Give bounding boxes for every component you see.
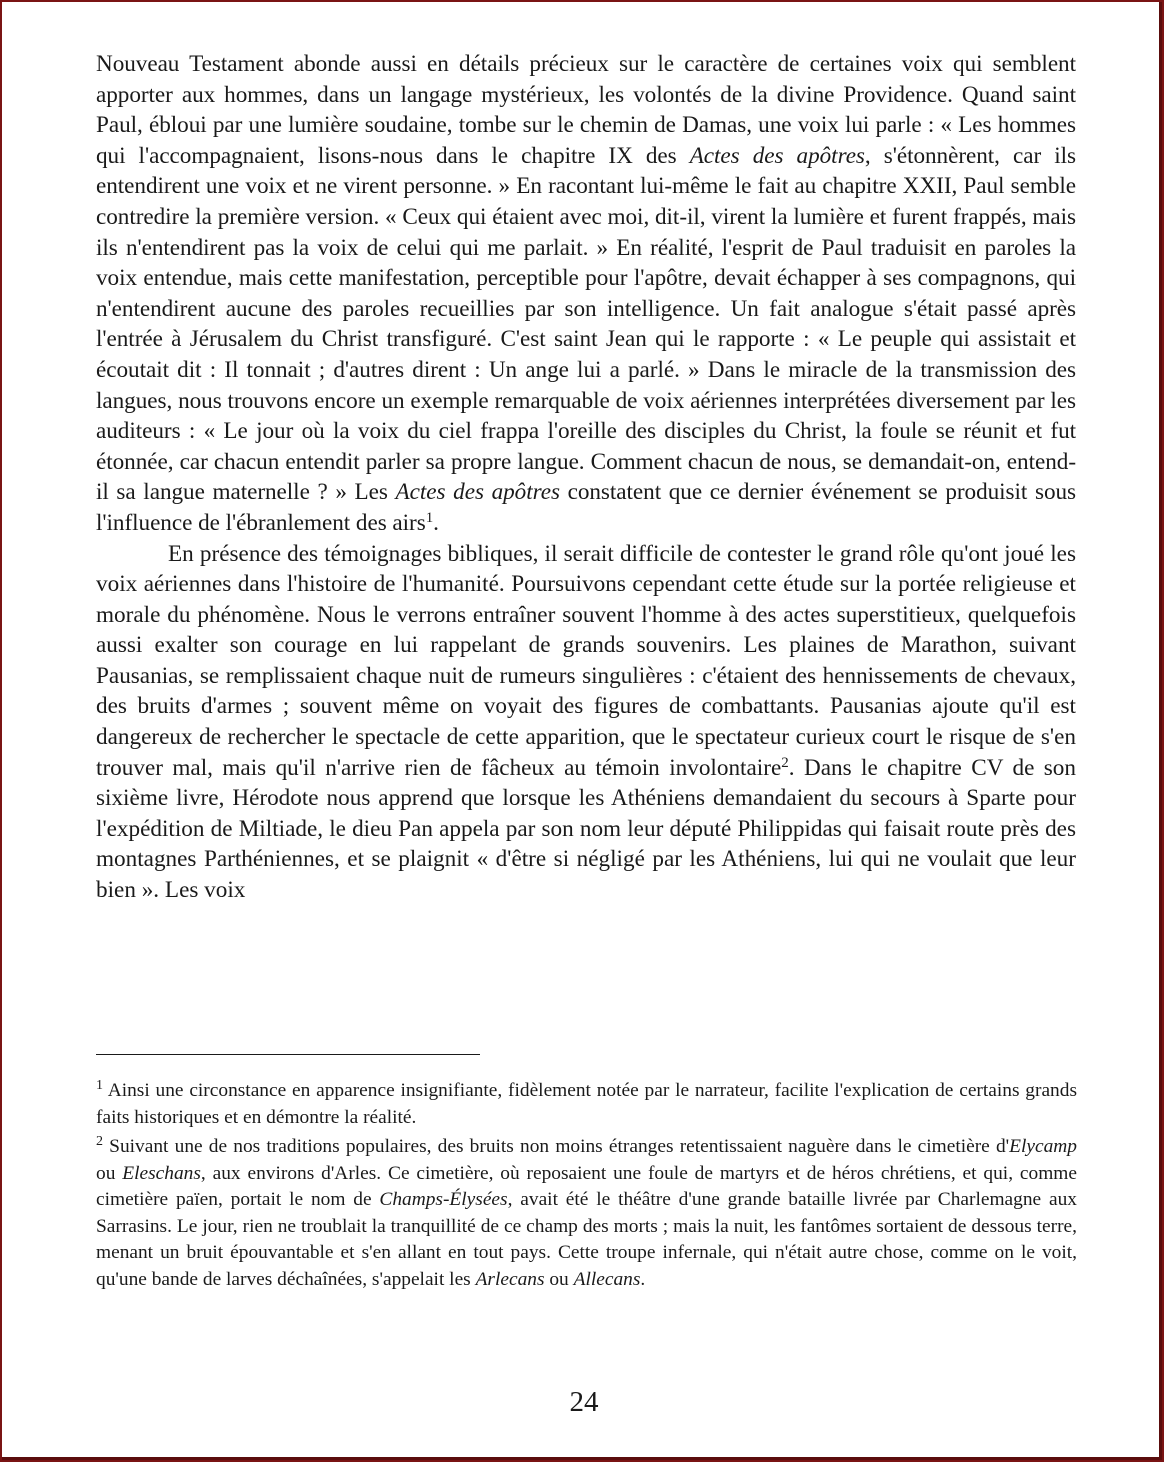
paragraph-1-text: , s'étonnèrent, car ils entendirent une voix et ne virent personne. » En racontant lui-même le fait au chapitre XXII, Paul semble contredire la première version. « Ceux qui étaient avec moi, dit-il, virent la lumière et furent frappés, mais ils n'entendirent pas la voix de celui qui me parlait. » En réalité, l'esprit de Paul traduisit en paroles la voix entendue, mais cette manifestation, perceptible pour l'apôtre, devait échapper à ses compagnons, qui n'entendirent aucune des paroles recueillies par son intelligence. Un fait analogue s'était passé après l'entrée à Jérusalem du Christ transfiguré. C'est saint Jean qui le rapporte : « Le peuple qui assistait et écoutait dit : Il tonnait ; d'autres dirent : Un ange lui a parlé. » Dans le miracle de la transmission des langues, nous trouvons encore un exemple remarquable de voix aériennes interprétées diversement par les auditeurs : « Le jour où la voix du ciel frappa l'oreille des disciples du Christ, la foule se réunit et fut étonnée, car chacun entendit parler sa propre langue. Comment chacun de nous, se demandait-on, entend-il sa langue maternelle ? » Les: [96, 142, 1076, 506]
footnote-1-text: Ainsi une circonstance en apparence insignifiante, fidèlement notée par le narrateur, facilite l'explication de certains grands faits historiques et en démontre la réalité.: [96, 1080, 1077, 1128]
paragraph-1-text: Nouveau Testament abonde aussi en détails précieux sur le caractère de certaines voix qui semblent apporter aux hommes, dans un langage mystérieux, les volontés de la divine Providence. Quand saint Paul, ébloui par une lumière soudaine, tombe sur le chemin de Damas, une voix lui parle : « Les hommes qui l'accompagnaient, lisons-nous dans le chapitre IX des: [96, 51, 1076, 169]
italic-term: Allecans: [573, 1268, 641, 1290]
footnote-1: [96, 1078, 1077, 1131]
paragraph-2-text: En présence des témoignages bibliques, il serait difficile de contester le grand rôle qu'ont joué les voix aériennes dans l'histoire de l'humanité. Poursuivons cependant cette étude sur la portée religieuse et morale du phénomène. Nous le verrons entraîner souvent l'homme à des actes superstitieux, quelquefois aussi exalter son courage en lui rappelant de grands souvenirs. Les plaines de Marathon, suivant Pausanias, se remplissaient chaque nuit de rumeurs singulières : c'étaient des hennissements de chevaux, des bruits d'armes ; souvent même on voyait des figures de combattants. Pausanias ajoute qu'il est dangereux de rechercher le spectacle de cette apparition, que le spectateur curieux court le risque de s'en trouver mal, mais qu'il n'arrive rien de fâcheux au témoin involontaire: [96, 540, 1076, 781]
footnote-2-text: , aux environs d'Arles. Ce cimetière, où reposaient une foule de martyrs et de héros chrétiens, et qui, comme cimetière païen, portait le nom de: [96, 1162, 1077, 1210]
page-number: 24: [569, 1386, 599, 1418]
main-text: [96, 49, 1076, 906]
footnote-ref-2[interactable]: 2: [781, 754, 789, 771]
footnote-ref-1[interactable]: 1: [425, 509, 434, 526]
footnote-separator: [96, 1054, 480, 1055]
footnote-2-number: 2: [96, 1134, 103, 1149]
paragraph-1-text: constatent que ce dernier événement se produisit sous l'influence de l'ébranlement des airs: [96, 479, 1077, 536]
paragraph-2-text: . Dans le chapitre CV de son sixième livre, Hérodote nous apprend que lorsque les Athéniens demandaient du secours à Sparte pour l'expédition de Miltiade, le dieu Pan appela par son nom leur député Philippidas qui faisait route près des montagnes Parthéniennes, et se plaignit « d'être si négligé par les Athéniens, lui qui ne voulait que leur bien ». Les voix: [96, 754, 1076, 904]
italic-place-name: Elycamp: [1009, 1136, 1077, 1157]
footnote-2-text: , avait été le théâtre d'une grande bataille livrée par Charlemagne aux Sarrasins. Le jour, rien ne troublait la tranquillité de ce champ des morts ; mais la nuit, les fantômes sortaient de dessous terre, menant un bruit épouvantable et s'en allant en tout pays. Cette troupe infernale, qui n'était autre chose, comme on le voit, qu'une bande de larves déchaînées, s'appelait les: [96, 1189, 1077, 1290]
paragraph-2: [96, 539, 1076, 906]
paragraph-1: [96, 49, 1076, 539]
italic-title-actes: Actes des apôtres: [689, 142, 865, 169]
footnote-1-number: 1: [96, 1078, 103, 1093]
footnote-2: [96, 1134, 1077, 1293]
paragraph-1-text: .: [433, 509, 439, 536]
footnotes: [96, 1078, 1077, 1296]
italic-place-name: Eleschans: [122, 1162, 201, 1184]
footnote-2-text: ou: [544, 1268, 574, 1290]
italic-term: Arlecans: [475, 1268, 545, 1290]
footnote-2-text: ou: [96, 1162, 123, 1184]
footnote-2-text: Suivant une de nos traditions populaires, des bruits non moins étranges retentissaient naguère dans le cimetière d': [103, 1136, 1010, 1157]
italic-place-name: Champs-Élysées: [379, 1189, 508, 1210]
footnote-2-text: .: [640, 1268, 646, 1290]
italic-title-actes: Actes des apôtres: [395, 479, 560, 506]
